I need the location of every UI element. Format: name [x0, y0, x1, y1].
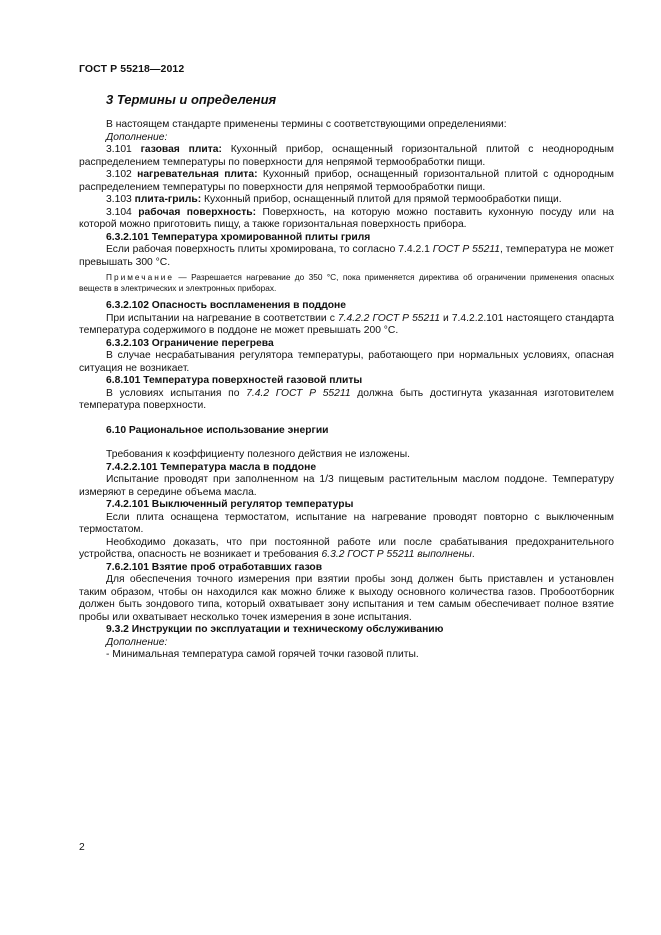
term-name: плита-гриль: [134, 194, 202, 205]
clause-text-7-4-2-101-b [79, 537, 614, 562]
clause-heading-6-3-2-103: 6.3.2.103 Ограничение перегрева [106, 337, 274, 349]
standard-reference: 7.4.2 ГОСТ Р 55211 [246, 387, 351, 399]
clause-heading-7-4-2-2-101: 7.4.2.2.101 Температура масла в поддоне [106, 461, 317, 473]
standard-reference: 7.4.2.2 ГОСТ Р 55211 [337, 312, 440, 324]
addition-label: Дополнение: [106, 131, 168, 143]
term-definition: Кухонный прибор, оснащенный горизонтальной плитой с однородным распределением температуры по поверхности для непрямой термообработки пищи. [79, 169, 614, 193]
note-label: Примечание [106, 272, 175, 282]
standard-reference: 6.3.2 ГОСТ Р 55211 выполнены [321, 549, 472, 560]
term-definition: Кухонный прибор, оснащенный плитой для прямой термообработки пищи. [201, 194, 562, 205]
clause-text-6-10: Требования к коэффициенту полезного действия не изложены. [106, 449, 410, 460]
term-definition: Поверхность, на которую можно поставить кухонную посуду или на которой можно приготовить пищу, а также горизонтальная поверхность прибора. [79, 206, 614, 230]
term-number: 3.102 [106, 169, 138, 180]
section-title: 3 Термины и определения [106, 92, 277, 107]
term-3-104 [79, 207, 614, 232]
term-3-103 [79, 194, 614, 207]
text-run: В условиях испытания по [106, 387, 247, 399]
clause-heading-7-6-2-101: 7.6.2.101 Взятие проб отработавших газов [106, 561, 323, 573]
list-item: - Минимальная температура самой горячей точки газовой плиты. [106, 649, 419, 660]
term-name: газовая плита: [140, 144, 222, 155]
text-run: , температура не может превышать 300 °С. [79, 244, 614, 268]
clause-text-6-8-101 [79, 388, 614, 413]
term-3-101 [79, 144, 614, 169]
term-name: нагревательная плита: [137, 169, 258, 180]
clause-text-7-6-2-101: Для обеспечения точного измерения при взятии пробы зонд должен быть приставлен и установлен таким образом, чтобы он находился как можно ближе к выходу основного количества газов. Пробоотборник должен быть зондового типа, который охватывает зону испытания и тем самым обеспечивает полное взятие пробы или охватывает несколько точек измерения в зоне испытания. [79, 574, 614, 623]
clause-text-6-3-2-101 [79, 244, 614, 269]
clause-heading-6-3-2-102: 6.3.2.102 Опасность воспламенения в поддоне [106, 300, 346, 311]
document-body [79, 119, 614, 662]
text-run: и 7.4.2.2.101 настоящего стандарта температура содержимого в поддоне не может превышать 200 °С. [79, 312, 614, 336]
text-run: При испытании на нагревание в соответствии с [106, 312, 338, 324]
term-number: 3.104 [106, 206, 139, 218]
note [79, 272, 614, 294]
clause-heading-6-8-101: 6.8.101 Температура поверхностей газовой плиты [106, 375, 363, 386]
term-number: 3.101 [106, 144, 141, 155]
clause-text-7-4-2-2-101: Испытание проводят при заполненном на 1/3 пищевым растительным маслом поддоне. Температуру измеряют в середине объема масла. [79, 474, 614, 498]
standard-reference: ГОСТ Р 55211 [432, 244, 500, 255]
intro-paragraph: В настоящем стандарте применены термины с соответствующими определениями: [106, 119, 507, 130]
clause-text-6-3-2-103: В случае несрабатывания регулятора температуры, работающего при нормальных условиях, опасная ситуация не возникает. [79, 350, 614, 374]
text-run: Необходимо доказать, что при постоянной работе или после срабатывания предохранительного устройства, опасность не возникает и требования [79, 536, 614, 560]
term-name: рабочая поверхность: [138, 206, 256, 218]
term-definition: Кухонный прибор, оснащенный горизонтальной плитой с неоднородным распределением температуры по поверхности для непрямой термообработки пищи. [79, 144, 614, 168]
clause-text-6-3-2-102 [79, 313, 614, 338]
document-header: ГОСТ Р 55218—2012 [79, 63, 185, 75]
term-number: 3.103 [106, 194, 135, 205]
clause-heading-9-3-2: 9.3.2 Инструкции по эксплуатации и техническому обслуживанию [106, 624, 444, 635]
clause-text-7-4-2-101-a: Если плита оснащена термостатом, испытание на нагревание проводят повторно с выключенным термостатом. [79, 511, 614, 535]
text-run: . [471, 549, 475, 560]
text-run: должна быть достигнута указанная изготовителем температура поверхности. [79, 387, 615, 411]
clause-heading-7-4-2-101: 7.4.2.101 Выключенный регулятор температуры [106, 499, 354, 510]
text-run: Если рабочая поверхность плиты хромирована, то согласно 7.4.2.1 [106, 244, 433, 255]
addition-label: Дополнение: [106, 636, 168, 648]
clause-heading-6-10: 6.10 Рациональное использование энергии [106, 424, 329, 436]
term-3-102 [79, 169, 614, 194]
clause-heading-6-3-2-101: 6.3.2.101 Температура хромированной плиты гриля [106, 231, 371, 243]
note-text: — Разрешается нагревание до 350 °С, пока применяется директива об ограничении применения опасных веществ в электрических и электронных приборах. [79, 272, 614, 293]
page-number: 2 [79, 842, 85, 853]
